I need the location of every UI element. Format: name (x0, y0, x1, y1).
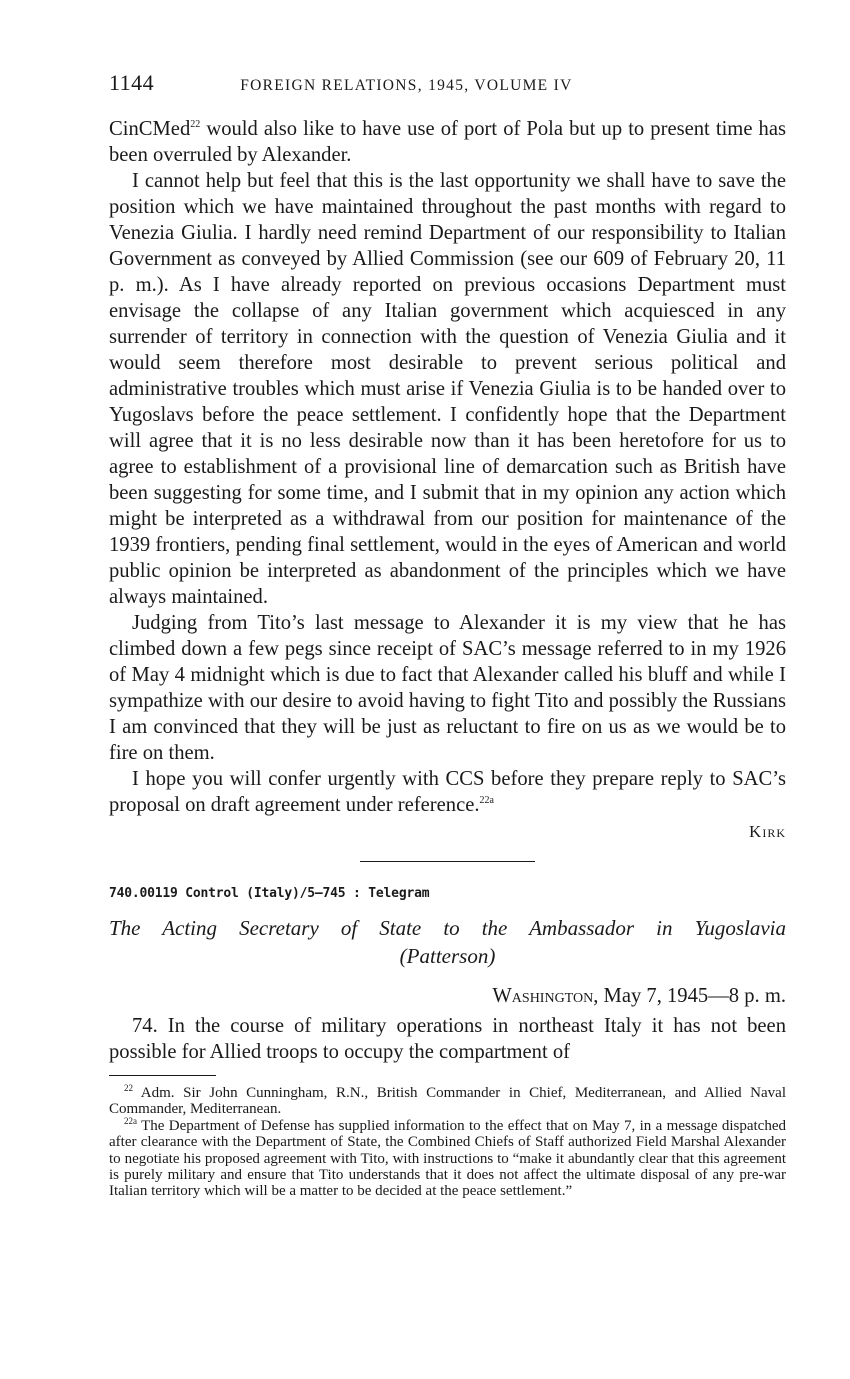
footnote-text: Adm. Sir John Cunningham, R.N., British Commander in Chief, Mediterranean, and Allied Naval Commander, Mediterranean. (109, 1085, 786, 1118)
paragraph (109, 116, 786, 168)
paragraph (109, 766, 786, 818)
paragraph-text: I hope you will confer urgently with CCS before they prepare reply to SAC’s proposal on draft agreement under reference. (109, 768, 786, 816)
footnote-reference: 22a (479, 795, 494, 807)
paragraph-text: CinCMed (109, 118, 191, 140)
footnote (109, 1115, 786, 1200)
footnote-text: The Department of Defense has supplied information to the effect that on May 7, in a message dispatched after clearance with the Department of State, the Combined Chiefs of Staff authorized Field Marshal Alexander to negotiate his proposed agreement with Tito, with instructions to “make it abundantly clear that this agreement is purely military and ensure that Tito understands that it does not affect the ultimate disposal of any pre-war Italian territory which will be a matter to be decided at the peace settlement.” (109, 1117, 786, 1200)
document-title-line: (Patterson) (399, 944, 496, 968)
document-page (109, 70, 786, 1200)
section-divider (360, 861, 535, 862)
running-head (109, 70, 786, 102)
page-number: 1144 (109, 70, 155, 95)
signature: Kirk (749, 822, 786, 841)
footnotes (109, 1085, 786, 1200)
footnote-reference: 22 (190, 119, 201, 131)
paragraph: 74. In the course of military operations in northeast Italy it has not been possible for Allied troops to occupy the compartment of (109, 1015, 786, 1063)
document-title-line: The Acting Secretary of State to the Ambassador in Yugoslavia (109, 916, 786, 940)
dateline-place: Washington (492, 985, 594, 1007)
footnote-mark: 22 (124, 1083, 133, 1093)
paragraph-text: would also like to have use of port of Pola but up to present time has been overruled by Alexander. (109, 118, 786, 166)
document-title (109, 914, 786, 970)
telegram-body (109, 1013, 786, 1065)
footnote-mark: 22a (124, 1115, 137, 1126)
dateline-date: , May 7, 1945—8 p. m. (593, 985, 786, 1007)
file-reference: 740.00119 Control (Italy)/5–745 : Telegram (109, 886, 430, 901)
footnote (109, 1085, 786, 1118)
footnote-divider (109, 1075, 216, 1076)
telegram-body (109, 116, 786, 818)
dateline (109, 983, 786, 1009)
paragraph: I cannot help but feel that this is the last opportunity we shall have to save the position which we have maintained throughout the past months with regard to Venezia Giulia. I hardly need remind Department of our responsibility to Italian Government as conveyed by Allied Commission (see our 609 of February 20, 11 p. m.). As I have already reported on previous occasions Department must envisage the collapse of any Italian government which acquiesced in any surrender of territory in connection with the question of Venezia Giulia and it would seem therefore most desirable to prevent serious political and administrative troubles which must arise if Venezia Giulia is to be handed over to Yugoslavs before the peace settlement. I confidently hope that the Department will agree that it is no less desirable now than it has been heretofore for us to agree to establishment of a provisional line of demarcation such as British have been suggesting for some time, and I submit that in my opinion any action which might be interpreted as a withdrawal from our position for maintenance of the 1939 frontiers, pending final settlement, would in the eyes of American and world public opinion be interpreted as abandonment of the principles which we have always maintained. (109, 170, 786, 608)
running-head-title: FOREIGN RELATIONS, 1945, VOLUME IV (240, 77, 573, 94)
paragraph: Judging from Tito’s last message to Alexander it is my view that he has climbed down a few pegs since receipt of SAC’s message referred to in my 1926 of May 4 midnight which is due to fact that Alexander called his bluff and while I sympathize with our desire to avoid having to fight Tito and possibly the Russians I am convinced that they will be just as reluctant to fire on us as we would be to fire on them. (109, 612, 786, 764)
